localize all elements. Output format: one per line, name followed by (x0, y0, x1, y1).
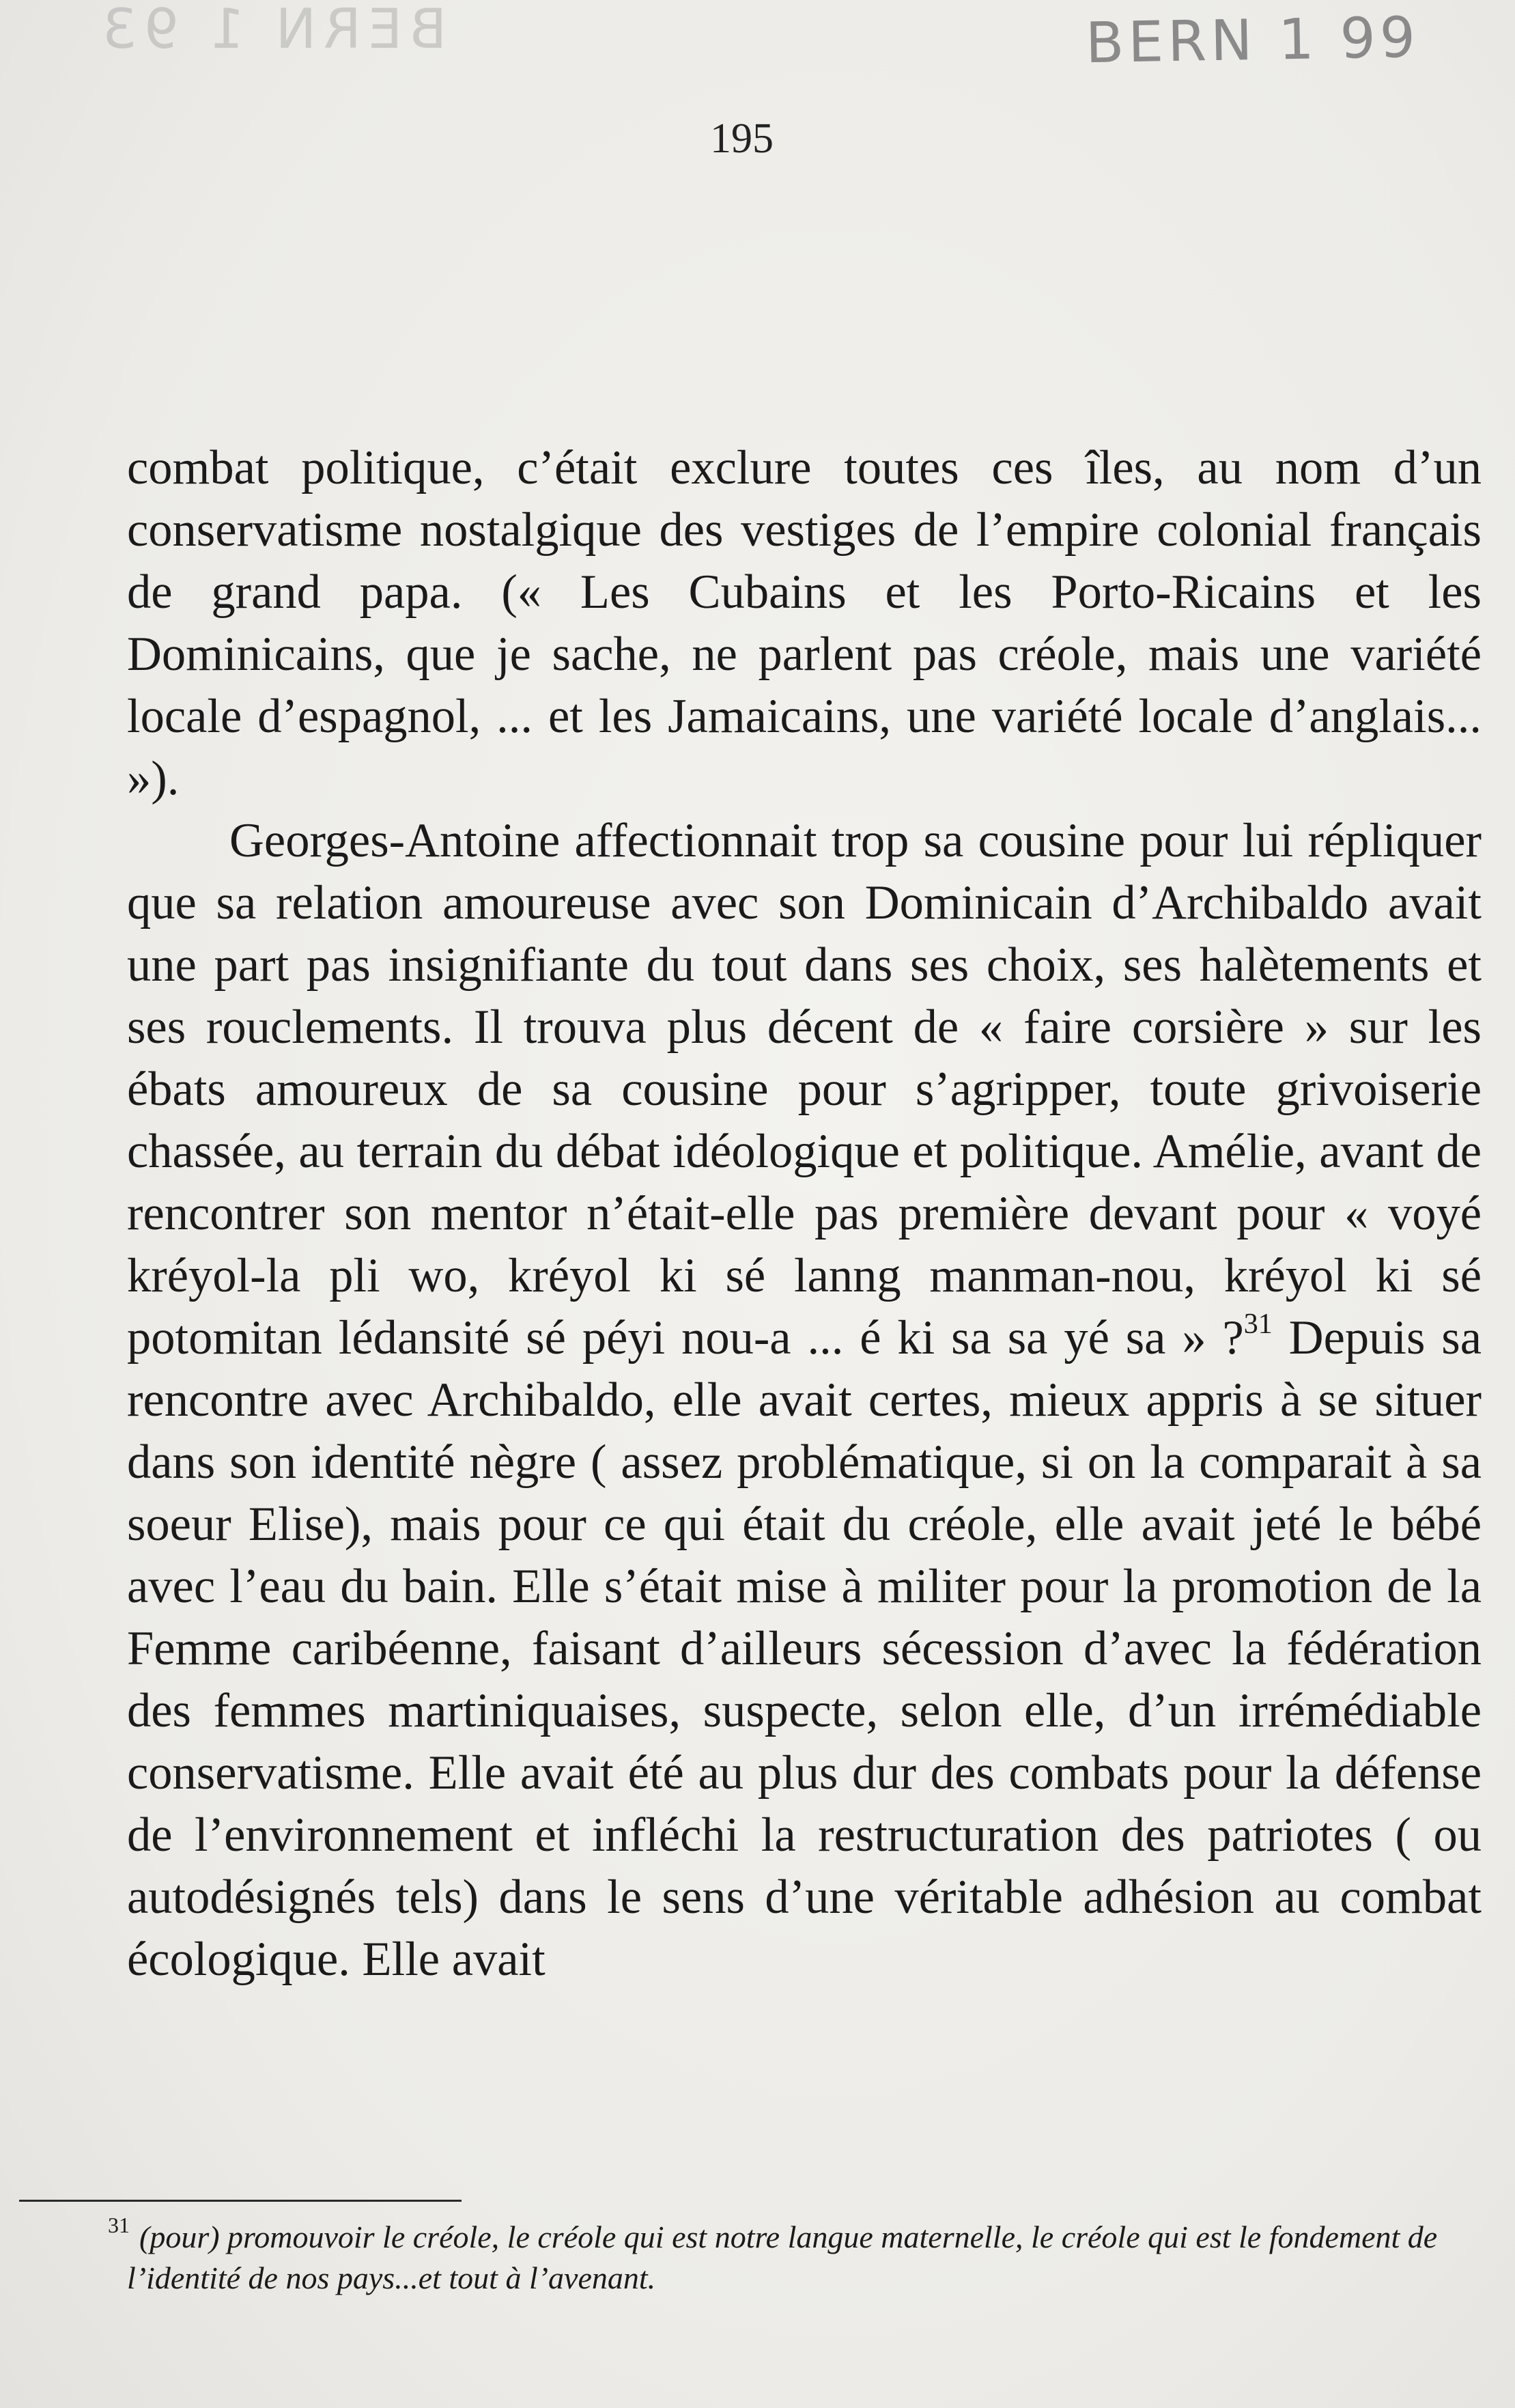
footnote-text: (pour) promouvoir le créole, le créole qui est notre langue maternelle, le créole qui est le fondement de l’identité de nos pays...et tout à l’avenant. (127, 2220, 1438, 2295)
footnote (108, 2213, 1445, 2299)
footnote-number: 31 (108, 2213, 130, 2237)
footnote-reference[interactable]: 31 (1243, 1308, 1273, 1340)
paragraph-1: combat politique, c’était exclure toutes ces îles, au nom d’un conservatisme nostalgique des vestiges de l’empire colonial français de grand papa. (« Les Cubains et les Porto-Ricains et les Dominicains, que je sache, ne parlent pas créole, mais une variété locale d’espagnol, ... et les Jamaicains, une variété locale d’anglais... »). (127, 441, 1482, 805)
archive-mark: BERN 1 99 (1085, 5, 1420, 76)
paragraph-2 (127, 810, 1482, 1991)
body-text (127, 437, 1482, 1991)
footnote-separator (19, 2200, 462, 2202)
page-number: 195 (710, 115, 774, 162)
archive-mark-faint: BERN 1 93 (96, 0, 447, 61)
paragraph-2-text-before-ref: Georges-Antoine affectionnait trop sa cousine pour lui répliquer que sa relation amoureuse avec son Dominicain d’Archibaldo avait une part pas insignifiante du tout dans ses choix, ses halètements et ses rouclements. Il trouva plus décent de « faire corsière » sur les ébats amoureux de sa cousine pour s’agripper, toute grivoiserie chassée, au terrain du débat idéologique et politique. Amélie, avant de rencontrer son mentor n’était-elle pas première devant pour « voyé kréyol-la pli wo, kréyol ki sé lanng manman-nou, kréyol ki sé potomitan lédansité sé péyi nou-a ... é ki sa sa yé sa » ? (127, 814, 1482, 1364)
paragraph-2-text-after-ref: Depuis sa rencontre avec Archibaldo, elle avait certes, mieux appris à se situer dans son identité nègre ( assez problématique, si on la comparait à sa soeur Elise), mais pour ce qui était du créole, elle avait jeté le bébé avec l’eau du bain. Elle s’était mise à militer pour la promotion de la Femme caribéenne, faisant d’ailleurs sécession d’avec la fédération des femmes martiniquaises, suspecte, selon elle, d’un irrémédiable conservatisme. Elle avait été au plus dur des combats pour la défense de l’environnement et infléchi la restructuration des patriotes ( ou autodésignés tels) dans le sens d’une véritable adhésion au combat écologique. Elle avait (127, 1311, 1482, 1986)
